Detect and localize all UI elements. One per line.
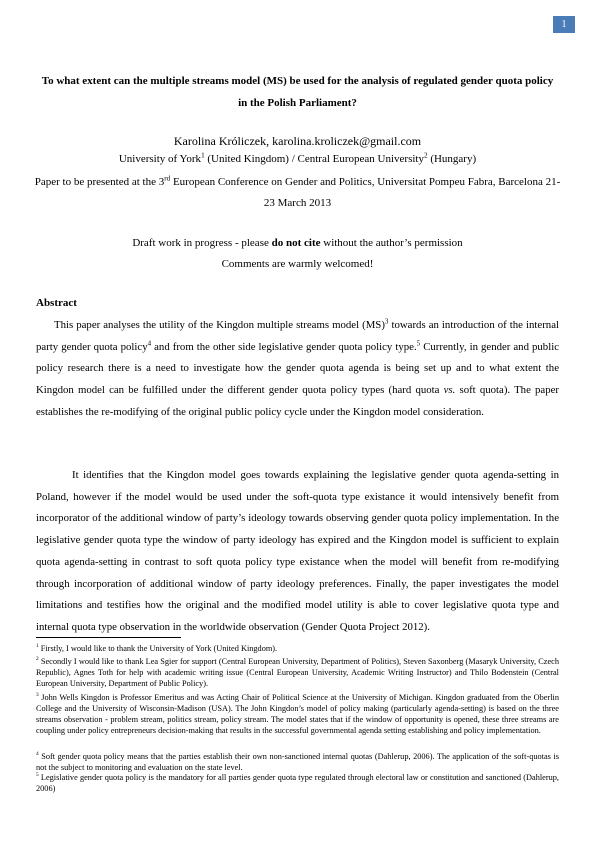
draft-post: without the author’s permission xyxy=(320,237,463,249)
footnote-3-text: John Wells Kingdon is Professor Emeritus and was Acting Chair of Political Science at the University of Michigan. Kingdon graduated from the Oberlin College and the University of Wisconsin-Madison (USA). The John Kingdon’s model of policy making (particularly agenda-setting) is based on the three streams observation - problem stream, politics stream, policy stream. The model states that if the window of opportunity is opened, these three streams are coupling under policy entrepreneurs decision-making that results in the successful governmental agenda setting establishing and policy implementation. xyxy=(36,693,559,735)
affiliation-line xyxy=(30,149,565,170)
abstract-p1-vs: vs. xyxy=(443,384,456,397)
presentation-ordinal: rd xyxy=(164,174,171,183)
abstract-p1-d: Currently, in gender and public policy research there is a need to investigate how the gender quota agenda is being set up and to what extent the Kingdon model can be fulfilled under the different gender quota policy types (hard quota xyxy=(36,340,559,397)
abstract-paragraph-2: It identifies that the Kingdon model goes towards explaining the legislative gender quota agenda-setting in Poland, however if the model would be used under the soft-quota type existance it would intensively benefit from incorporator of the additional window of party’s ideology towards observing gender quota policy implementation. In the legislative gender quota type the window of party ideology has expired and the Kingdon model is sufficient to explain quota agenda-setting in contrast to soft quota policy type existance when the model will benefit from re-modifying through incorporation of additional window of party ideology preferences. Finally, the paper investigates the model limitations and testifies how the original and the modified model utility is able to cover legislative quota type and internal quota type observation in the worldwide observation (Gender Quota Project 2012). xyxy=(36,469,559,633)
footnote-1-text: Firstly, I would like to thank the University of York (United Kingdom). xyxy=(38,644,278,653)
footnote-4-text: Soft gender quota policy means that the parties establish their own non-sanctioned internal quotas (Dahlerup, 2006). The application of the soft-quotas is not the subject to monitoring and evaluation on the state level. xyxy=(36,752,559,772)
footnote-2 xyxy=(36,656,559,689)
comments-line: Comments are warmly welcomed! xyxy=(221,258,374,270)
footnote-4 xyxy=(36,751,559,773)
footnote-ref-3[interactable]: 3 xyxy=(384,317,389,326)
footnote-ref-4[interactable]: 4 xyxy=(147,339,152,348)
footnote-ref-2[interactable]: 2 xyxy=(423,151,428,160)
author-line: Karolina Króliczek, karolina.kroliczek@gmail.com xyxy=(173,134,422,148)
draft-notice xyxy=(30,233,565,275)
presentation-note xyxy=(30,172,565,214)
page-number-badge: 1 xyxy=(553,16,575,33)
abstract-heading: Abstract xyxy=(36,297,77,309)
footnote-2-text: Secondly I would like to thank Lea Sgier for support (Central European University, Department of Politics), Steven Saxonberg (Masaryk University, Czech Republic), Agnes Toth for help with academic writing issue (Central European University, Academic Writing Instructor) and Thilo Bodenstein (Central European University, Department of Public Policy). xyxy=(36,657,559,688)
footnote-3 xyxy=(36,692,559,736)
abstract-p1-e: soft quota). The paper establishes the re-modifying of the original public policy cycle under the Kingdon model consideration. xyxy=(36,384,560,418)
abstract-paragraph-1 xyxy=(36,315,559,424)
abstract-p1-b: towards an introduction of the internal party gender quota policy xyxy=(36,319,559,353)
paper-title: To what extent can the multiple streams model (MS) be used for the analysis of regulated gender quota policy in the Polish Parliament? xyxy=(41,75,554,109)
draft-bold: do not cite xyxy=(271,237,321,249)
footnote-5 xyxy=(36,772,559,794)
affiliation-mid: (United Kingdom) / Central European University xyxy=(204,153,424,165)
abstract-p1-a: This paper analyses the utility of the Kingdon multiple streams model (MS) xyxy=(54,319,385,331)
footnote-ref-5[interactable]: 5 xyxy=(416,339,421,348)
footnote-1 xyxy=(36,643,559,654)
footnote-5-text: Legislative gender quota policy is the mandatory for all parties gender quota type regulated through electoral law or constitution and sanctioned (Dahlerup, 2006) xyxy=(36,773,559,793)
footnote-ref-1[interactable]: 1 xyxy=(201,151,205,160)
affiliation-end: (Hungary) xyxy=(427,153,477,165)
footnote-4-number: 4 xyxy=(36,751,39,758)
footnote-separator xyxy=(36,637,181,638)
draft-pre: Draft work in progress - please xyxy=(132,237,272,249)
affiliation-york: University of York xyxy=(118,153,202,165)
footnote-5-number: 5 xyxy=(36,772,39,779)
footnote-2-number: 2 xyxy=(36,656,39,663)
footnote-3-number: 3 xyxy=(36,692,39,699)
presentation-pre: Paper to be presented at the 3 xyxy=(34,176,165,188)
footnote-1-number: 1 xyxy=(36,643,39,650)
presentation-post: European Conference on Gender and Politics, Universitat Pompeu Fabra, Barcelona 21-23 March 2013 xyxy=(170,176,561,209)
abstract-p1-c: and from the other side legislative gender quota policy type. xyxy=(151,340,417,353)
